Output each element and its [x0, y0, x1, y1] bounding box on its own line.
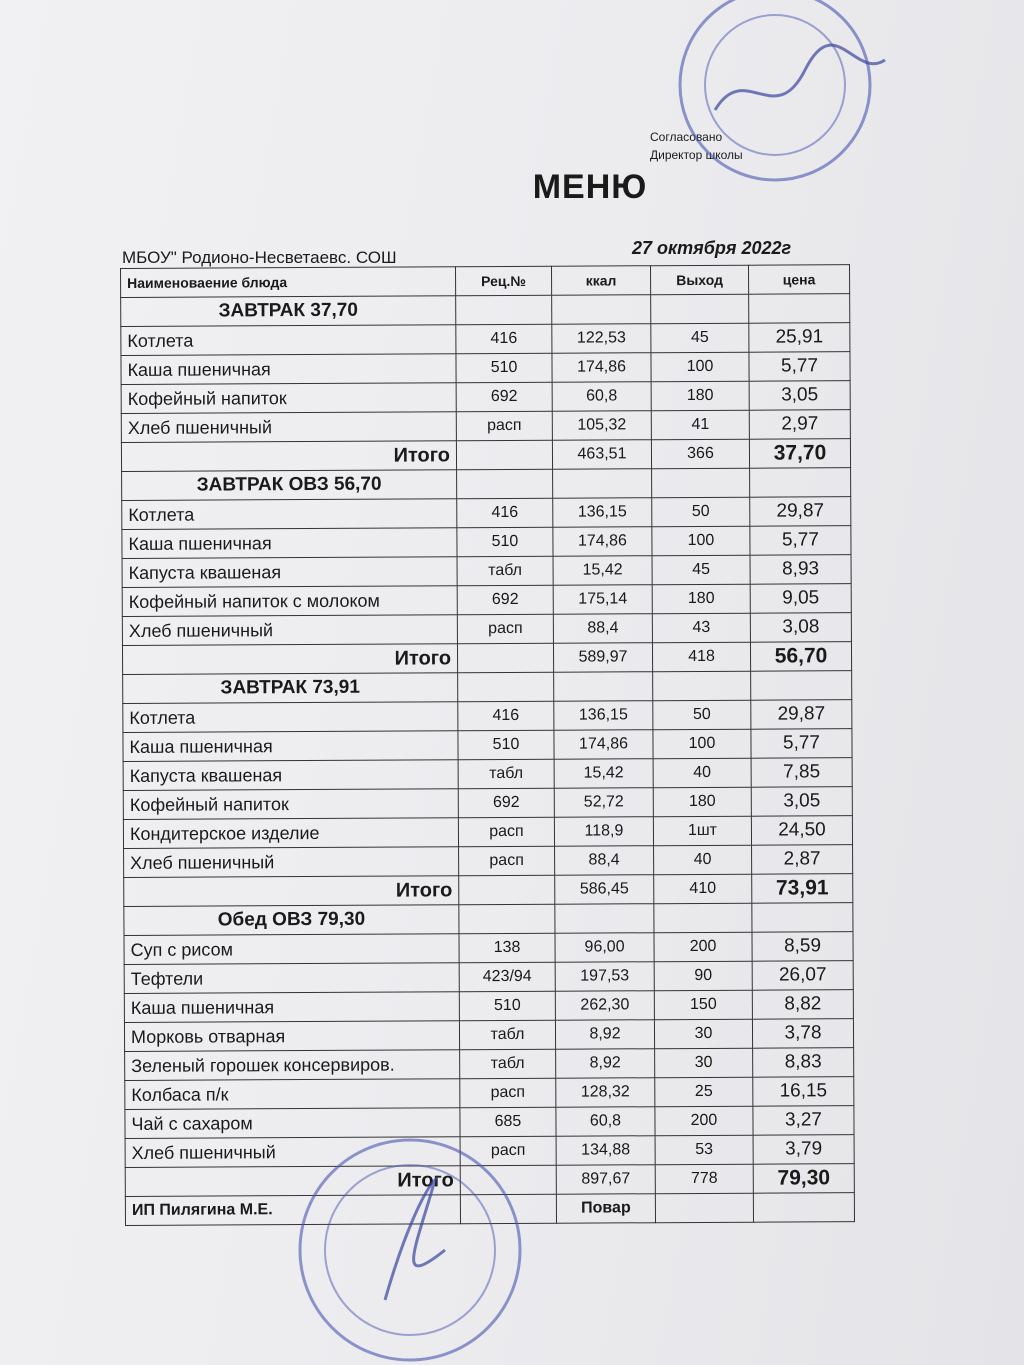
recipe-number-cell: 416 — [458, 701, 554, 731]
price-cell: 26,07 — [752, 961, 853, 991]
portion-cell: 45 — [651, 323, 749, 353]
price-cell: 3,78 — [752, 1019, 853, 1049]
dish-name-cell: Итого — [124, 876, 459, 907]
table-row — [124, 990, 853, 1023]
portion-cell: 180 — [653, 787, 751, 817]
kcal-cell: 128,32 — [556, 1078, 655, 1108]
price-cell: 8,82 — [752, 990, 853, 1020]
price-cell: 3,05 — [749, 381, 850, 411]
table-row — [123, 729, 852, 762]
price-cell: 3,08 — [750, 613, 851, 643]
dish-name-cell: Каша пшеничная — [121, 354, 456, 385]
recipe-number-cell: 685 — [460, 1107, 556, 1137]
kcal-cell: 8,92 — [555, 1020, 654, 1050]
kcal-cell — [555, 904, 654, 934]
kcal-cell: 174,86 — [554, 730, 653, 760]
recipe-number-cell: 416 — [457, 498, 553, 528]
dish-name-cell: Котлета — [122, 499, 457, 530]
portion-cell: 50 — [652, 497, 750, 527]
recipe-number-cell: 510 — [458, 730, 554, 760]
portion-cell — [654, 903, 752, 933]
table-row — [122, 497, 851, 530]
portion-cell — [655, 1193, 753, 1223]
price-cell: 7,85 — [751, 758, 852, 788]
recipe-number-cell: 138 — [459, 933, 555, 963]
kcal-cell: 136,15 — [553, 498, 652, 528]
dish-name-cell: Хлеб пшеничный — [122, 615, 457, 646]
kcal-cell: 8,92 — [556, 1049, 655, 1079]
recipe-number-cell: 692 — [457, 585, 553, 615]
price-cell: 5,77 — [751, 729, 852, 759]
section-total-row — [124, 874, 853, 907]
portion-cell: 1шт — [653, 816, 751, 846]
price-cell: 73,91 — [752, 874, 853, 904]
section-total-row — [121, 439, 850, 472]
section-total-row — [125, 1164, 854, 1197]
portion-cell: 30 — [654, 1019, 752, 1049]
recipe-number-cell — [456, 295, 552, 325]
approval-label: Согласовано — [650, 130, 723, 144]
table-row — [121, 323, 850, 356]
kcal-cell: 96,00 — [555, 933, 654, 963]
dish-name-cell: Наименоваение блюда — [121, 267, 456, 298]
kcal-cell — [554, 672, 653, 702]
portion-cell: Выход — [650, 265, 748, 295]
recipe-number-cell: 510 — [459, 991, 555, 1021]
section-title-row — [123, 671, 852, 704]
recipe-number-cell — [456, 440, 552, 470]
dish-name-cell: Тефтели — [124, 963, 459, 994]
kcal-cell: 262,30 — [555, 991, 654, 1021]
signature-row — [125, 1193, 854, 1226]
portion-cell: 410 — [654, 874, 752, 904]
table-row — [123, 758, 852, 791]
recipe-number-cell: Рец.№ — [455, 266, 551, 296]
dish-name-cell: Кофейный напиток — [123, 789, 458, 820]
dish-name-cell: Хлеб пшеничный — [124, 847, 459, 878]
table-row — [124, 845, 853, 878]
price-cell: 25,91 — [749, 323, 850, 353]
kcal-cell: 586,45 — [555, 875, 654, 905]
recipe-number-cell — [458, 672, 554, 702]
dish-name-cell: Колбаса п/к — [125, 1079, 460, 1110]
portion-cell: 180 — [651, 381, 749, 411]
dish-name-cell: Кондитерское изделие — [123, 818, 458, 849]
kcal-cell: 15,42 — [554, 759, 653, 789]
kcal-cell: 52,72 — [554, 788, 653, 818]
kcal-cell: 105,32 — [552, 411, 651, 441]
portion-cell: 180 — [652, 584, 750, 614]
price-cell: 5,77 — [750, 526, 851, 556]
recipe-number-cell: расп — [459, 846, 555, 876]
price-cell: 3,05 — [751, 787, 852, 817]
approval-director: Директор школы — [650, 148, 743, 162]
kcal-cell: 88,4 — [555, 846, 654, 876]
dish-name-cell: Хлеб пшеничный — [121, 412, 456, 443]
recipe-number-cell — [460, 1165, 556, 1195]
portion-cell: 40 — [654, 845, 752, 875]
kcal-cell: Повар — [556, 1194, 655, 1224]
recipe-number-cell: расп — [460, 1078, 556, 1108]
table-row — [124, 1019, 853, 1052]
dish-name-cell: Каша пшеничная — [122, 528, 457, 559]
dish-name-cell: Хлеб пшеничный — [125, 1137, 460, 1168]
dish-name-cell: Каша пшеничная — [124, 992, 459, 1023]
dish-name-cell: ЗАВТРАК 37,70 — [121, 296, 456, 327]
price-cell — [752, 903, 853, 933]
recipe-number-cell: табл — [460, 1049, 556, 1079]
price-cell: 5,77 — [749, 352, 850, 382]
table-row — [121, 410, 850, 443]
section-title-row — [121, 294, 850, 327]
approval-block — [650, 128, 743, 164]
table-row — [123, 700, 852, 733]
kcal-cell: 60,8 — [556, 1107, 655, 1137]
recipe-number-cell: 510 — [456, 353, 552, 383]
dish-name-cell: Капуста квашеная — [123, 760, 458, 791]
dish-name-cell: ИП Пилягина М.Е. — [125, 1195, 460, 1226]
price-cell: 2,87 — [752, 845, 853, 875]
dish-name-cell: Кофейный напиток с молоком — [122, 586, 457, 617]
dish-name-cell: ЗАВТРАК 73,91 — [123, 673, 458, 704]
page-title: МЕНЮ — [532, 168, 648, 206]
recipe-number-cell — [457, 469, 553, 499]
dish-name-cell: Итого — [122, 644, 457, 675]
portion-cell: 418 — [652, 642, 750, 672]
kcal-cell: 15,42 — [553, 556, 652, 586]
recipe-number-cell: 423/94 — [459, 962, 555, 992]
table-row — [125, 1135, 854, 1168]
price-cell: 3,27 — [753, 1106, 854, 1136]
recipe-number-cell: расп — [458, 817, 554, 847]
recipe-number-cell: 510 — [457, 527, 553, 557]
recipe-number-cell — [459, 904, 555, 934]
table-row — [124, 961, 853, 994]
recipe-number-cell — [459, 875, 555, 905]
dish-name-cell: Зеленый горошек консервиров. — [125, 1050, 460, 1081]
kcal-cell: 175,14 — [553, 585, 652, 615]
table-row — [124, 932, 853, 965]
recipe-number-cell: расп — [457, 614, 553, 644]
recipe-number-cell — [460, 1194, 556, 1224]
price-cell: 29,87 — [751, 700, 852, 730]
table-row — [121, 381, 850, 414]
section-total-row — [122, 642, 851, 675]
price-cell: 8,93 — [750, 555, 851, 585]
portion-cell: 200 — [655, 1106, 753, 1136]
portion-cell: 90 — [654, 961, 752, 991]
section-title-row — [124, 903, 853, 936]
recipe-number-cell — [457, 643, 553, 673]
dish-name-cell: ЗАВТРАК ОВЗ 56,70 — [122, 470, 457, 501]
table-row — [123, 787, 852, 820]
portion-cell: 100 — [653, 729, 751, 759]
recipe-number-cell: табл — [459, 1020, 555, 1050]
price-cell: 37,70 — [749, 439, 850, 469]
table-row — [125, 1106, 854, 1139]
price-cell: 16,15 — [753, 1077, 854, 1107]
portion-cell — [651, 294, 749, 324]
portion-cell: 200 — [654, 932, 752, 962]
table-row — [123, 816, 852, 849]
recipe-number-cell: расп — [456, 411, 552, 441]
kcal-cell: 174,86 — [553, 527, 652, 557]
dish-name-cell: Чай с сахаром — [125, 1108, 460, 1139]
table-header-row — [121, 265, 850, 298]
kcal-cell: 60,8 — [552, 382, 651, 412]
dish-name-cell: Итого — [121, 441, 456, 472]
portion-cell — [653, 671, 751, 701]
portion-cell: 40 — [653, 758, 751, 788]
price-cell — [753, 1193, 854, 1223]
kcal-cell: 122,53 — [552, 324, 651, 354]
school-name: МБОУ" Родионо-Несветаевс. СОШ — [122, 248, 397, 267]
dish-name-cell: Капуста квашеная — [122, 557, 457, 588]
table-row — [122, 526, 851, 559]
kcal-cell: 174,86 — [552, 353, 651, 383]
dish-name-cell: Морковь отварная — [124, 1021, 459, 1052]
portion-cell: 53 — [655, 1135, 753, 1165]
dish-name-cell: Каша пшеничная — [123, 731, 458, 762]
portion-cell: 30 — [655, 1048, 753, 1078]
price-cell: 2,97 — [749, 410, 850, 440]
kcal-cell: 136,15 — [554, 701, 653, 731]
table-row — [121, 352, 850, 385]
recipe-number-cell: 692 — [456, 382, 552, 412]
price-cell: 8,59 — [752, 932, 853, 962]
kcal-cell — [553, 469, 652, 499]
kcal-cell: 589,97 — [553, 643, 652, 673]
portion-cell: 100 — [651, 352, 749, 382]
dish-name-cell: Котлета — [121, 325, 456, 356]
price-cell — [750, 468, 851, 498]
table-row — [125, 1077, 854, 1110]
portion-cell: 41 — [651, 410, 749, 440]
kcal-cell: ккал — [551, 266, 650, 296]
kcal-cell — [552, 295, 651, 325]
price-cell: 79,30 — [753, 1164, 854, 1194]
portion-cell: 100 — [652, 526, 750, 556]
kcal-cell: 463,51 — [552, 440, 651, 470]
portion-cell: 150 — [654, 990, 752, 1020]
section-title-row — [122, 468, 851, 501]
table-row — [122, 613, 851, 646]
kcal-cell: 118,9 — [554, 817, 653, 847]
table-row — [122, 584, 851, 617]
recipe-number-cell: расп — [460, 1136, 556, 1166]
recipe-number-cell: 692 — [458, 788, 554, 818]
dish-name-cell: Итого — [125, 1166, 460, 1197]
menu-date: 27 октября 2022г — [632, 238, 792, 258]
dish-name-cell: Котлета — [123, 702, 458, 733]
portion-cell: 50 — [653, 700, 751, 730]
recipe-number-cell: табл — [458, 759, 554, 789]
price-cell — [751, 671, 852, 701]
dish-name-cell: Обед ОВЗ 79,30 — [124, 905, 459, 936]
portion-cell: 778 — [655, 1164, 753, 1194]
price-cell: 9,05 — [750, 584, 851, 614]
portion-cell: 45 — [652, 555, 750, 585]
dish-name-cell: Кофейный напиток — [121, 383, 456, 414]
table-row — [125, 1048, 854, 1081]
portion-cell: 366 — [651, 439, 749, 469]
menu-table — [120, 264, 855, 1226]
price-cell: 3,79 — [753, 1135, 854, 1165]
table-row — [122, 555, 851, 588]
price-cell: 56,70 — [750, 642, 851, 672]
price-cell: 8,83 — [753, 1048, 854, 1078]
price-cell: цена — [748, 265, 849, 295]
portion-cell: 25 — [655, 1077, 753, 1107]
kcal-cell: 88,4 — [553, 614, 652, 644]
portion-cell — [652, 468, 750, 498]
dish-name-cell: Суп с рисом — [124, 934, 459, 965]
price-cell: 29,87 — [750, 497, 851, 527]
recipe-number-cell: 416 — [456, 324, 552, 354]
kcal-cell: 897,67 — [556, 1165, 655, 1195]
recipe-number-cell: табл — [457, 556, 553, 586]
price-cell: 24,50 — [751, 816, 852, 846]
portion-cell: 43 — [652, 613, 750, 643]
kcal-cell: 134,88 — [556, 1136, 655, 1166]
price-cell — [749, 294, 850, 324]
kcal-cell: 197,53 — [555, 962, 654, 992]
